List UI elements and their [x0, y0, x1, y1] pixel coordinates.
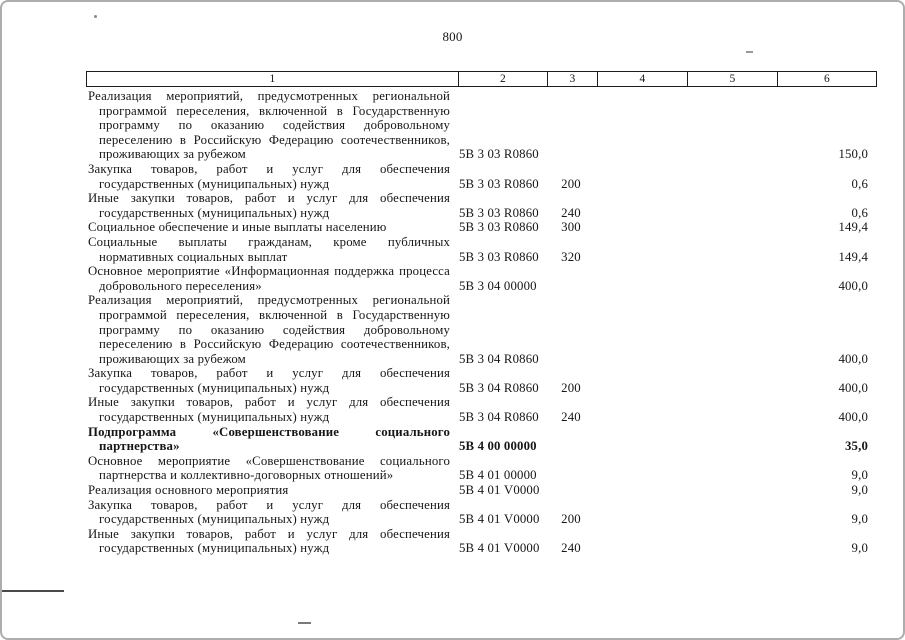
cell-amount [776, 206, 877, 221]
cell-amount [776, 483, 877, 498]
cell-amount-text: 9,0 [851, 483, 868, 498]
cell-name-text: Иные закупки товаров, работ и услуг для обеспечения государственных (муниципальных) нужд [88, 395, 450, 425]
cell-amount-text: 400,0 [838, 351, 868, 366]
table-row [86, 162, 877, 191]
cell-expense-type [546, 381, 596, 396]
cell-amount [776, 220, 877, 235]
table-row [86, 191, 877, 220]
cell-code-text: 5В 3 04 R0860 [459, 380, 539, 395]
cell-code [457, 220, 546, 235]
scan-artifact-dash [298, 622, 311, 624]
cell-code [457, 147, 546, 162]
cell-name-text: Закупка товаров, работ и услуг для обеспечения государственных (муниципальных) нужд [88, 497, 450, 527]
table-row [86, 264, 877, 293]
cell-name [86, 527, 457, 556]
cell-name [86, 425, 457, 454]
budget-table [86, 71, 877, 556]
cell-amount [776, 468, 877, 483]
cell-amount [776, 439, 877, 454]
cell-expense-type-text: 300 [561, 220, 581, 235]
cell-amount-text: 9,0 [851, 541, 868, 556]
cell-expense-type [546, 250, 596, 265]
cell-amount [776, 352, 877, 367]
cell-amount [776, 541, 877, 556]
table-row [86, 220, 877, 235]
cell-expense-type-text: 240 [561, 541, 581, 556]
cell-name-text: Социальное обеспечение и иные выплаты населению [88, 220, 387, 235]
cell-code [457, 410, 546, 425]
cell-code-text: 5В 3 03 R0860 [459, 249, 539, 264]
cell-name [86, 366, 457, 395]
cell-name [86, 89, 457, 162]
cell-code-text: 5В 3 03 R0860 [459, 147, 539, 162]
scan-artifact-speck [746, 51, 753, 53]
cell-code-text: 5В 3 04 R0860 [459, 410, 539, 425]
cell-amount [776, 410, 877, 425]
cell-amount [776, 250, 877, 265]
cell-expense-type-text: 200 [561, 512, 581, 527]
cell-name [86, 483, 457, 498]
cell-name-text: Основное мероприятие «Совершенствование социального партнерства и коллективно-договорных отношений» [88, 453, 450, 483]
table-row [86, 89, 877, 162]
table-row [86, 293, 877, 366]
cell-amount-text: 35,0 [845, 439, 868, 454]
cell-expense-type-text: 240 [561, 205, 581, 220]
scan-artifact-line [2, 590, 64, 592]
cell-code-text: 5В 4 01 V0000 [459, 541, 540, 556]
table-row [86, 366, 877, 395]
cell-name-text: Иные закупки товаров, работ и услуг для обеспечения государственных (муниципальных) нужд [88, 191, 450, 220]
cell-expense-type-text: 240 [561, 410, 581, 425]
cell-code-text: 5В 3 03 R0860 [459, 220, 539, 235]
cell-code [457, 352, 546, 367]
cell-name [86, 264, 457, 293]
cell-amount-text: 400,0 [838, 380, 868, 395]
cell-expense-type-text: 320 [561, 249, 581, 264]
cell-amount [776, 147, 877, 162]
cell-amount-text: 400,0 [838, 410, 868, 425]
cell-name [86, 454, 457, 483]
cell-code-text: 5В 3 03 R0860 [459, 205, 539, 220]
cell-name-text: Реализация мероприятий, предусмотренных региональной программой переселения, включенной в Государственную программу по оказанию содействия добровольному переселению в Российскую Федерацию соотечественников, проживающих за рубежом [88, 293, 450, 366]
cell-name-text: Подпрограмма «Совершенствование социального партнерства» [88, 424, 450, 454]
cell-amount [776, 512, 877, 527]
cell-code [457, 512, 546, 527]
table-row [86, 235, 877, 264]
table-row [86, 498, 877, 527]
cell-code [457, 177, 546, 192]
cell-name [86, 235, 457, 264]
cell-expense-type [546, 177, 596, 192]
cell-name-text: Закупка товаров, работ и услуг для обеспечения государственных (муниципальных) нужд [88, 161, 450, 191]
cell-code-text: 5В 3 04 R0860 [459, 351, 539, 366]
cell-amount [776, 177, 877, 192]
cell-amount-text: 0,6 [851, 205, 868, 220]
cell-expense-type [546, 220, 596, 235]
cell-name [86, 498, 457, 527]
scan-artifact-dot [94, 15, 97, 18]
cell-amount-text: 150,0 [838, 147, 868, 162]
cell-name-text: Реализация основного мероприятия [88, 483, 289, 498]
cell-code-text: 5В 4 01 V0000 [459, 512, 540, 527]
cell-expense-type [546, 206, 596, 221]
cell-code [457, 279, 546, 294]
cell-name-text: Социальные выплаты гражданам, кроме публичных нормативных социальных выплат [88, 234, 450, 264]
cell-expense-type-text: 200 [561, 176, 581, 191]
cell-name-text: Иные закупки товаров, работ и услуг для обеспечения государственных (муниципальных) нужд [88, 526, 450, 556]
table-row [86, 527, 877, 556]
cell-name [86, 162, 457, 191]
cell-code [457, 206, 546, 221]
cell-expense-type [546, 541, 596, 556]
cell-code [457, 541, 546, 556]
cell-expense-type [546, 410, 596, 425]
table-row [86, 395, 877, 424]
cell-code [457, 250, 546, 265]
cell-amount-text: 0,6 [851, 176, 868, 191]
cell-code-text: 5В 4 00 00000 [459, 439, 537, 454]
cell-name-text: Основное мероприятие «Информационная поддержка процесса добровольного переселения» [88, 264, 450, 293]
cell-code-text: 5В 3 03 R0860 [459, 176, 539, 191]
cell-amount-text: 9,0 [851, 512, 868, 527]
cell-name-text: Закупка товаров, работ и услуг для обеспечения государственных (муниципальных) нужд [88, 366, 450, 395]
table-row [86, 483, 877, 498]
cell-expense-type [546, 512, 596, 527]
cell-code-text: 5В 4 01 00000 [459, 468, 537, 483]
page-number: 800 [442, 29, 463, 44]
header-cell: 4 [597, 72, 687, 86]
table-header-row [86, 71, 877, 87]
header-cell: 2 [458, 72, 547, 86]
header-cell: 1 [269, 73, 276, 85]
cell-name [86, 395, 457, 424]
cell-amount [776, 381, 877, 396]
cell-code [457, 381, 546, 396]
table-row [86, 425, 877, 454]
cell-code-text: 5В 3 04 00000 [459, 278, 537, 293]
cell-name [86, 191, 457, 220]
cell-amount [776, 279, 877, 294]
cell-amount-text: 149,4 [838, 249, 868, 264]
header-cell: 5 [687, 72, 777, 86]
header-cell: 6 [777, 72, 876, 86]
cell-name [86, 293, 457, 366]
cell-name [86, 220, 457, 235]
table-row [86, 454, 877, 483]
cell-code [457, 483, 546, 498]
cell-code [457, 439, 546, 454]
cell-name-text: Реализация мероприятий, предусмотренных региональной программой переселения, включенной в Государственную программу по оказанию содействия добровольному переселению в Российскую Федерацию соотечественников, проживающих за рубежом [88, 89, 450, 162]
header-cell: 3 [547, 72, 597, 86]
cell-amount-text: 149,4 [838, 220, 868, 235]
cell-amount-text: 400,0 [838, 278, 868, 293]
cell-amount-text: 9,0 [851, 468, 868, 483]
table-body [86, 89, 877, 556]
cell-expense-type-text: 200 [561, 380, 581, 395]
cell-code-text: 5В 4 01 V0000 [459, 483, 540, 498]
cell-code [457, 468, 546, 483]
